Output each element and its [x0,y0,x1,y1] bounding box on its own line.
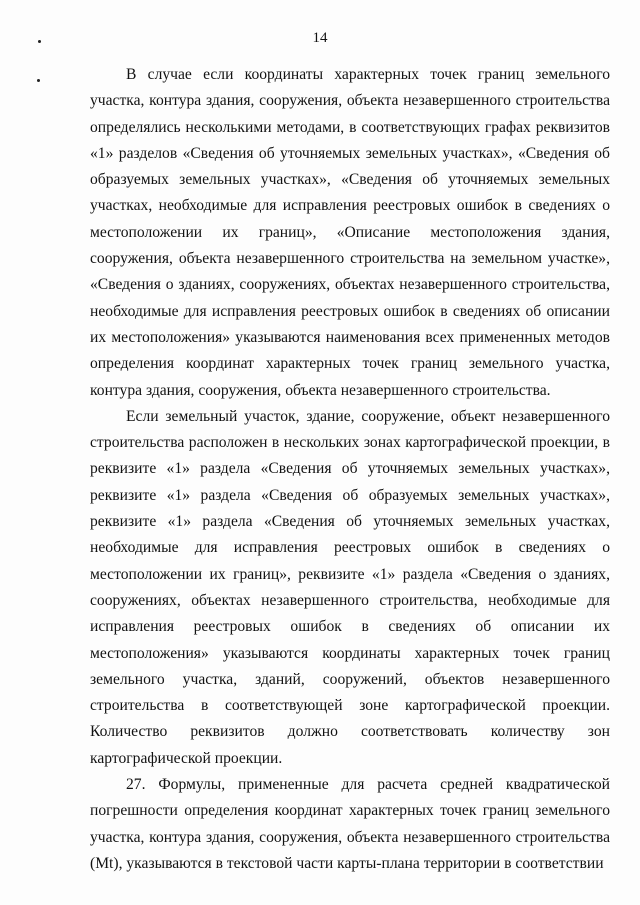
page-number: 14 [312,30,328,46]
paragraph-item-27: 27. Формулы, примененные для расчета средней квадратической погрешности определения координат характерных точек границ земельного участка, контура здания, сооружения, объекта незавершенного строительства (Mt), указываются в текстовой части карты-плана территории в соответствии [90,776,610,872]
paragraph-projection-zones: Если земельный участок, здание, сооружение, объект незавершенного строительства расположен в нескольких зонах картографической проекции, в реквизите «1» раздела «Сведения об уточняемых земельных участках», реквизите «1» раздела «Сведения об образуемых земельных участках», реквизите «1» раздела «Сведения об уточняемых земельных участках, необходимые для исправления реестровых ошибок в сведениях о местоположении их границ», реквизите «1» раздела «Сведения о зданиях, сооружениях, объектах незавершенного строительства, необходимые для исправления реестровых ошибок в сведениях об описании их местоположения» указываются координаты характерных точек границ земельного участка, зданий, сооружений, объектов незавершенного строительства в соответствующей зоне картографической проекции. Количество реквизитов должно соответствовать количеству зон картографической проекции. [90,407,610,767]
document-body [90,62,610,877]
paragraph-coordinates-methods: В случае если координаты характерных точек границ земельного участка, контура здания, сооружения, объекта незавершенного строительства определялись несколькими методами, в соответствующих графах реквизитов «1» разделов «Сведения об уточняемых земельных участках», «Сведения об образуемых земельных участках», «Сведения об уточняемых земельных участках, необходимые для исправления реестровых ошибок в сведениях о местоположении их границ», «Описание местоположения здания, сооружения, объекта незавершенного строительства на земельном участке», «Сведения о зданиях, сооружениях, объектах незавершенного строительства, необходимые для исправления реестровых ошибок в сведениях об описании их местоположения» указываются наименования всех примененных методов определения координат характерных точек границ земельного участка, контура здания, сооружения, объекта незавершенного строительства. [90,66,610,399]
margin-mark [37,79,40,82]
